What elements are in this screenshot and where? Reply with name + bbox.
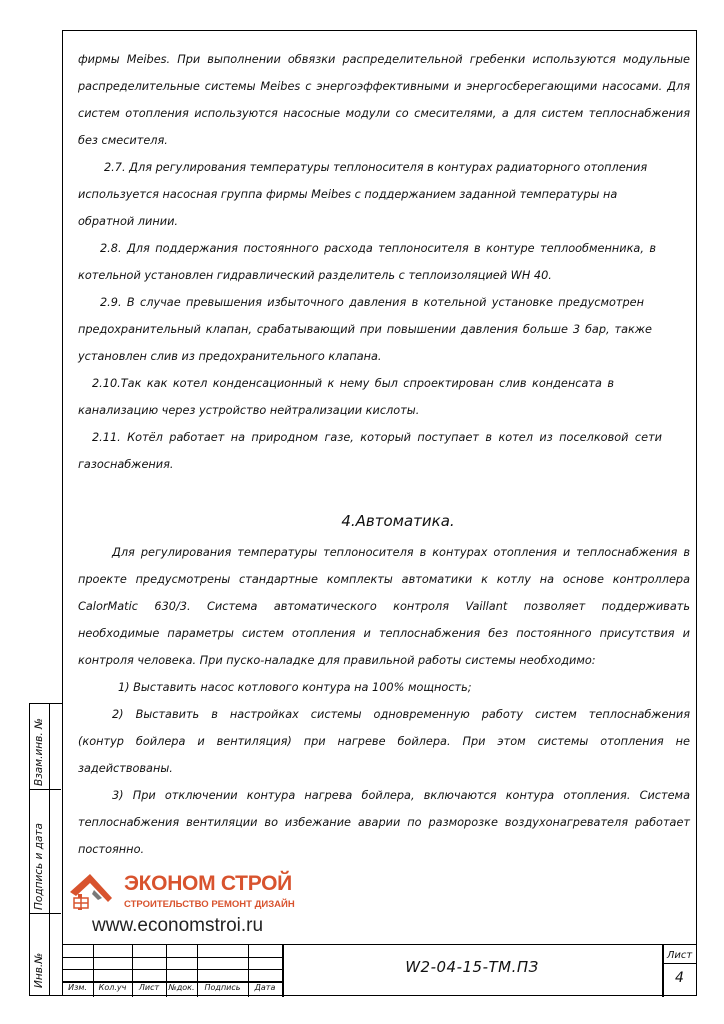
section-heading: 4.Автоматика. xyxy=(341,512,455,530)
col-podpis: Подпись xyxy=(204,983,241,992)
inv-value xyxy=(49,914,61,995)
text-line: фирмы Meibes. При выполнении обвязки распределительной гребенки используются модульные xyxy=(78,53,690,66)
podpis-value xyxy=(49,790,61,914)
col-list: Лист xyxy=(138,983,160,992)
text-line: предохранительный клапан, срабатывающий при повышении давления больше 3 бар, также xyxy=(78,323,652,336)
text-line: 2) Выставить в настройках системы одновременную работу систем теплоснабжения xyxy=(112,708,690,721)
col-ndok: №док. xyxy=(168,983,195,992)
podpis-cell xyxy=(30,790,49,914)
title-block xyxy=(62,944,697,996)
watermark-url[interactable]: www.economstroi.ru xyxy=(92,915,264,936)
col-data: Дата xyxy=(254,983,276,992)
side-stamp xyxy=(29,703,62,996)
text-line: постоянно. xyxy=(78,843,145,856)
text-line: обратной линии. xyxy=(78,215,179,228)
text-line: 2.8. Для поддержания постоянного расхода теплоносителя в контуре теплообменника, в xyxy=(100,242,656,255)
text-line: теплоснабжения вентиляции во избежание аварии по разморозке воздухонагревателя работает xyxy=(78,816,690,829)
podpis-label: Подпись и дата xyxy=(33,823,45,910)
inv-label: Инв.№ xyxy=(33,952,45,988)
text-line: без смесителя. xyxy=(78,134,168,147)
text-line: (контур бойлера и вентиляция) при нагреве бойлера. При этом системы отопления не xyxy=(78,735,690,748)
text-line: задействованы. xyxy=(78,762,173,775)
text-line: 2.7. Для регулирования температуры теплоносителя в контурах радиаторного отопления xyxy=(104,161,648,174)
col-koluch: Кол.уч xyxy=(98,983,127,992)
vzam-cell xyxy=(30,704,49,790)
house-icon xyxy=(68,870,118,914)
text-line: 2.9. В случае превышения избыточного давления в котельной установке предусмотрен xyxy=(100,296,644,309)
watermark-logo xyxy=(68,870,308,914)
text-line: газоснабжения. xyxy=(78,458,174,471)
text-line: распределительные системы Meibes с энергоэффективными и энергосберегающими насосами. Для xyxy=(78,80,690,93)
text-line: установлен слив из предохранительного клапана. xyxy=(78,350,382,363)
text-line: Для регулирования температуры теплоносителя в контурах отопления и теплоснабжения в xyxy=(112,546,690,559)
text-line: проекте предусмотрены стандартные комплекты автоматики к котлу на основе контроллера xyxy=(78,573,690,586)
text-line: канализацию через устройство нейтрализации кислоты. xyxy=(78,404,420,417)
vzam-label: Взам.инв. № xyxy=(33,718,45,786)
text-line: 3) При отключении контура нагрева бойлера, включаются контура отопления. Система xyxy=(112,789,690,802)
col-izm: Изм. xyxy=(68,983,87,992)
text-line: используется насосная группа фирмы Meibes с поддержанием заданной температуры на xyxy=(78,188,618,201)
logo-name: ЭКОНОМ СТРОЙ xyxy=(124,872,292,895)
vzam-value xyxy=(49,704,61,790)
text-line: CalorMatic 630/3. Система автоматического контроля Vaillant позволяет поддерживать xyxy=(78,600,690,613)
text-line: 2.11. Котёл работает на природном газе, который поступает в котел из поселковой сети xyxy=(92,431,662,444)
text-line: 1) Выставить насос котлового контура на 100% мощность; xyxy=(118,681,472,694)
text-line: 2.10.Так как котел конденсационный к нему был спроектирован слив конденсата в xyxy=(92,377,614,390)
text-line: котельной установлен гидравлический разделитель с теплоизоляцией WH 40. xyxy=(78,269,552,282)
document-code: W2-04-15-ТМ.ПЗ xyxy=(405,958,539,976)
sheet-label: Лист xyxy=(666,950,693,961)
text-line: контроля человека. При пуско-наладке для правильной работы системы необходимо: xyxy=(78,654,596,667)
sheet-number: 4 xyxy=(675,970,684,986)
text-line: необходимые параметры систем отопления и теплоснабжения без постоянного присутствия и xyxy=(78,627,690,640)
logo-tagline: СТРОИТЕЛЬСТВО РЕМОНТ ДИЗАЙН xyxy=(124,899,295,910)
text-line: систем отопления используются насосные модули со смесителями, а для систем теплоснабжения xyxy=(78,107,690,120)
inv-cell xyxy=(30,914,49,995)
